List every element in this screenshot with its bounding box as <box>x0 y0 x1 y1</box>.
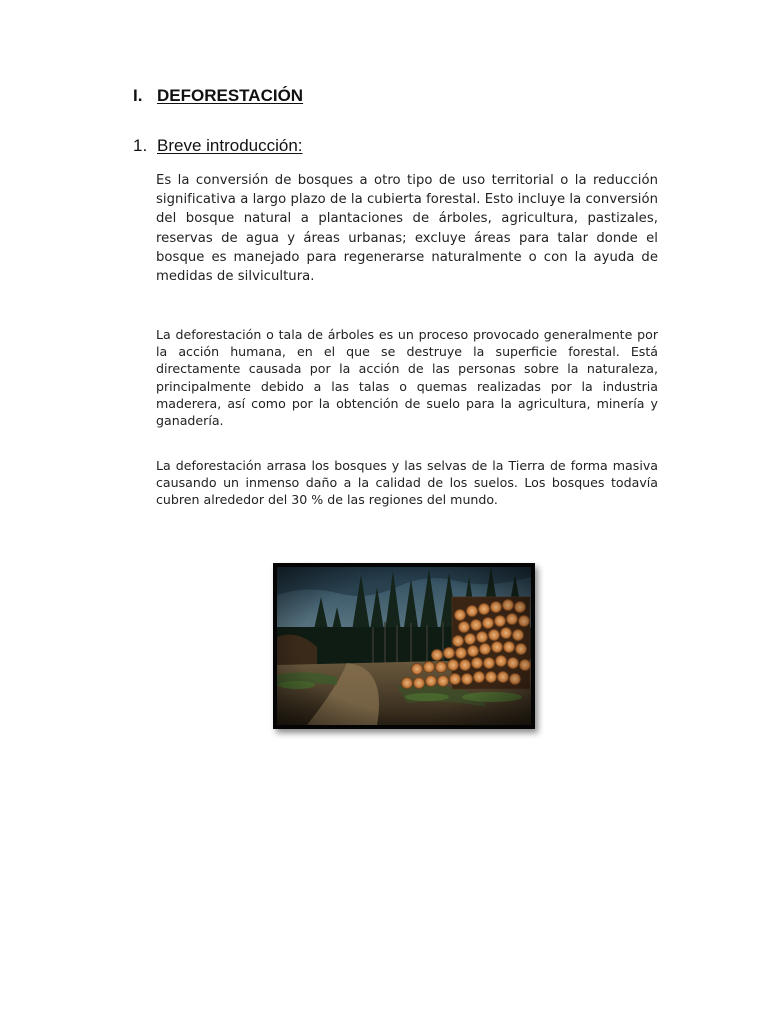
subsection-number: 1. <box>133 136 148 155</box>
deforestation-photo <box>273 563 535 729</box>
impact-paragraph: La deforestación arrasa los bosques y las selvas de la Tierra de forma masiva causando un inmenso daño a la calidad de los suelos. Los bosques todavía cubren alrededor del 30 % de las regiones del mundo. <box>156 458 658 508</box>
forest-log-pile-illustration <box>277 567 531 725</box>
subsection-heading <box>133 136 303 156</box>
subsection-title: Breve introducción: <box>157 136 303 155</box>
causes-paragraph: La deforestación o tala de árboles es un proceso provocado generalmente por la acción humana, en el que se destruye la superficie forestal. Está directamente causada por la acción de las personas sobre la naturaleza, principalmente debido a las talas o quemas realizadas por la industria maderera, así como por la obtención de suelo para la agricultura, minería y ganadería. <box>156 327 658 429</box>
section-number: I. <box>133 86 143 105</box>
intro-paragraph: Es la conversión de bosques a otro tipo de uso territorial o la reducción significativa a largo plazo de la cubierta forestal. Esto incluye la conversión del bosque natural a plantaciones de árboles, agricultura, pastizales, reservas de agua y áreas urbanas; excluye áreas para talar donde el bosque es manejado para regenerarse naturalmente o con la ayuda de medidas de silvicultura. <box>156 173 658 285</box>
section-title: DEFORESTACIÓN <box>157 86 304 105</box>
section-heading <box>133 86 303 106</box>
